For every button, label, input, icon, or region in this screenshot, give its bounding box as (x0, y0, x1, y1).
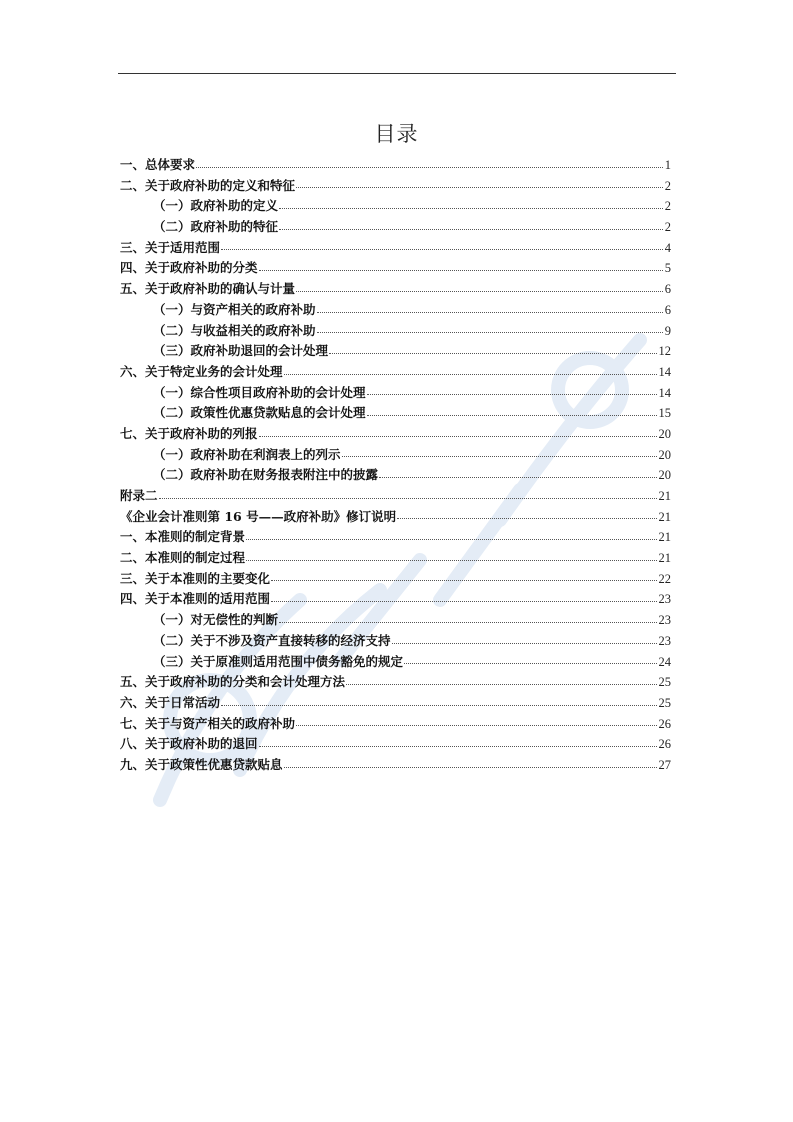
toc-entry[interactable] (120, 321, 671, 342)
toc-entry[interactable] (120, 610, 671, 631)
toc-entry-label: （一）与资产相关的政府补助 (153, 301, 316, 317)
toc-dot-leader (404, 663, 656, 664)
toc-entry-label: 六、关于日常活动 (120, 694, 221, 710)
toc-entry-page-number: 23 (658, 633, 671, 648)
toc-entry-page-number: 6 (664, 302, 671, 317)
toc-entry[interactable] (120, 672, 671, 693)
toc-entry-page-number: 6 (664, 282, 671, 297)
toc-entry-page-number: 21 (658, 551, 671, 566)
toc-dot-leader (317, 312, 663, 313)
toc-dot-leader (296, 187, 663, 188)
toc-entry-label: 《企业会计准则第 16 号——政府补助》修订说明 (120, 508, 397, 524)
toc-dot-leader (367, 415, 657, 416)
toc-entry-label: 附录二 (120, 488, 158, 503)
toc-dot-leader (271, 580, 656, 581)
toc-entry-label: 一、总体要求 (120, 157, 196, 172)
toc-dot-leader (392, 643, 657, 644)
toc-entry[interactable] (120, 569, 671, 590)
toc-entry-page-number: 12 (658, 344, 671, 359)
toc-entry-label: （二）政府补助在财务报表附注中的披露 (153, 467, 379, 483)
toc-entry-page-number: 26 (658, 716, 671, 731)
toc-entry[interactable] (120, 693, 671, 714)
toc-entry[interactable] (120, 589, 671, 610)
toc-entry-label: （二）关于不涉及资产直接转移的经济支持 (153, 632, 391, 648)
toc-entry-page-number: 5 (664, 261, 671, 276)
toc-dot-leader (159, 498, 657, 499)
toc-dot-leader (279, 229, 663, 230)
toc-entry-label: （二）政策性优惠贷款贴息的会计处理 (153, 405, 366, 421)
toc-dot-leader (259, 746, 657, 747)
toc-dot-leader (296, 725, 656, 726)
toc-entry-label: 七、关于与资产相关的政府补助 (120, 715, 296, 731)
toc-entry-label: 一、本准则的制定背景 (120, 529, 246, 545)
toc-entry-label: 三、关于本准则的主要变化 (120, 570, 271, 586)
toc-title: 目录 (374, 122, 419, 146)
toc-entry[interactable] (120, 548, 671, 569)
toc-dot-leader (279, 208, 663, 209)
toc-entry[interactable] (120, 507, 671, 528)
toc-entry-label: 二、关于政府补助的定义和特征 (120, 177, 296, 193)
toc-entry[interactable] (120, 196, 671, 217)
toc-dot-leader (342, 456, 657, 457)
toc-dot-leader (346, 684, 656, 685)
toc-entry-page-number: 25 (658, 695, 671, 710)
toc-entry-label: 九、关于政策性优惠贷款贴息 (120, 756, 283, 772)
toc-dot-leader (329, 353, 656, 354)
toc-entry[interactable] (120, 755, 671, 776)
toc-entry-label: 二、本准则的制定过程 (120, 550, 246, 566)
toc-entry-page-number: 21 (658, 489, 671, 503)
toc-entry[interactable] (120, 155, 671, 176)
toc-dot-leader (317, 332, 663, 333)
toc-dot-leader (246, 560, 656, 561)
toc-dot-leader (397, 518, 656, 519)
toc-dot-leader (246, 539, 656, 540)
toc-entry-label: （一）综合性项目政府补助的会计处理 (153, 384, 366, 400)
toc-entry-page-number: 24 (658, 654, 671, 669)
toc-dot-leader (367, 394, 657, 395)
toc-entry[interactable] (120, 300, 671, 321)
toc-dot-leader (284, 374, 657, 375)
toc-entry[interactable] (120, 714, 671, 735)
toc-entry-label: 四、关于本准则的适用范围 (120, 591, 271, 607)
toc-entry-page-number: 2 (664, 178, 671, 193)
toc-entry-page-number: 22 (658, 571, 671, 586)
toc-entry[interactable] (120, 403, 671, 424)
toc-entry-page-number: 26 (658, 737, 671, 752)
toc-entry[interactable] (120, 258, 671, 279)
toc-dot-leader (296, 291, 663, 292)
toc-entry-page-number: 1 (664, 158, 671, 172)
toc-entry[interactable] (120, 445, 671, 466)
toc-entry-page-number: 25 (658, 675, 671, 690)
toc-entry-label: 八、关于政府补助的退回 (120, 736, 258, 752)
toc-dot-leader (221, 249, 663, 250)
toc-entry[interactable] (120, 734, 671, 755)
toc-entry-label: （一）政府补助在利润表上的列示 (153, 446, 341, 462)
toc-entry[interactable] (120, 217, 671, 238)
toc-entry-label: （一）政府补助的定义 (153, 198, 279, 214)
toc-entry-page-number: 2 (664, 220, 671, 235)
toc-entry-page-number: 2 (664, 199, 671, 214)
toc-entry-label: （二）与收益相关的政府补助 (153, 322, 316, 338)
toc-entry[interactable] (120, 362, 671, 383)
toc-entry-label: 四、关于政府补助的分类 (120, 260, 258, 276)
toc-dot-leader (279, 622, 656, 623)
toc-entry-label: （一）对无偿性的判断 (153, 612, 279, 628)
toc-dot-leader (196, 167, 663, 168)
toc-entry[interactable] (120, 383, 671, 404)
toc-entry-page-number: 20 (658, 468, 671, 483)
toc-entry-label: 七、关于政府补助的列报 (120, 425, 258, 441)
toc-entry-label: 三、关于适用范围 (120, 239, 221, 255)
toc-entry[interactable] (120, 279, 671, 300)
toc-entry-label: 五、关于政府补助的确认与计量 (120, 281, 296, 297)
toc-dot-leader (284, 767, 657, 768)
toc-entry[interactable] (120, 527, 671, 548)
header-rule (118, 73, 676, 74)
toc-entry-page-number: 20 (658, 426, 671, 441)
toc-entry[interactable] (120, 238, 671, 259)
toc-entry[interactable] (120, 465, 671, 486)
toc-entry-page-number: 23 (658, 613, 671, 628)
toc-entry[interactable] (120, 176, 671, 197)
toc-entry-page-number: 21 (658, 509, 671, 524)
toc-dot-leader (259, 270, 663, 271)
toc-entry[interactable] (120, 424, 671, 445)
toc-entry-page-number: 21 (658, 530, 671, 545)
toc-entry-page-number: 9 (664, 323, 671, 338)
toc-entry[interactable] (120, 631, 671, 652)
toc-entry-label: （二）政府补助的特征 (153, 219, 279, 235)
toc-entry-page-number: 27 (658, 757, 671, 772)
toc-entry-page-number: 23 (658, 592, 671, 607)
toc-dot-leader (379, 477, 656, 478)
toc-entry-page-number: 14 (658, 385, 671, 400)
toc-entry-label: （三）关于原准则适用范围中债务豁免的规定 (153, 653, 404, 669)
toc-entry-label: 六、关于特定业务的会计处理 (120, 363, 283, 379)
toc-entry[interactable] (120, 341, 671, 362)
toc-entry-label: （三）政府补助退回的会计处理 (153, 343, 329, 359)
toc-dot-leader (221, 705, 656, 706)
toc-dot-leader (271, 601, 656, 602)
toc-dot-leader (259, 436, 657, 437)
table-of-contents (120, 155, 671, 776)
toc-entry-page-number: 14 (658, 364, 671, 379)
toc-entry[interactable] (120, 652, 671, 673)
toc-entry-page-number: 4 (664, 240, 671, 255)
toc-entry[interactable] (120, 486, 671, 507)
toc-entry-label: 五、关于政府补助的分类和会计处理方法 (120, 674, 346, 690)
toc-entry-page-number: 15 (658, 406, 671, 421)
toc-entry-page-number: 20 (658, 447, 671, 462)
